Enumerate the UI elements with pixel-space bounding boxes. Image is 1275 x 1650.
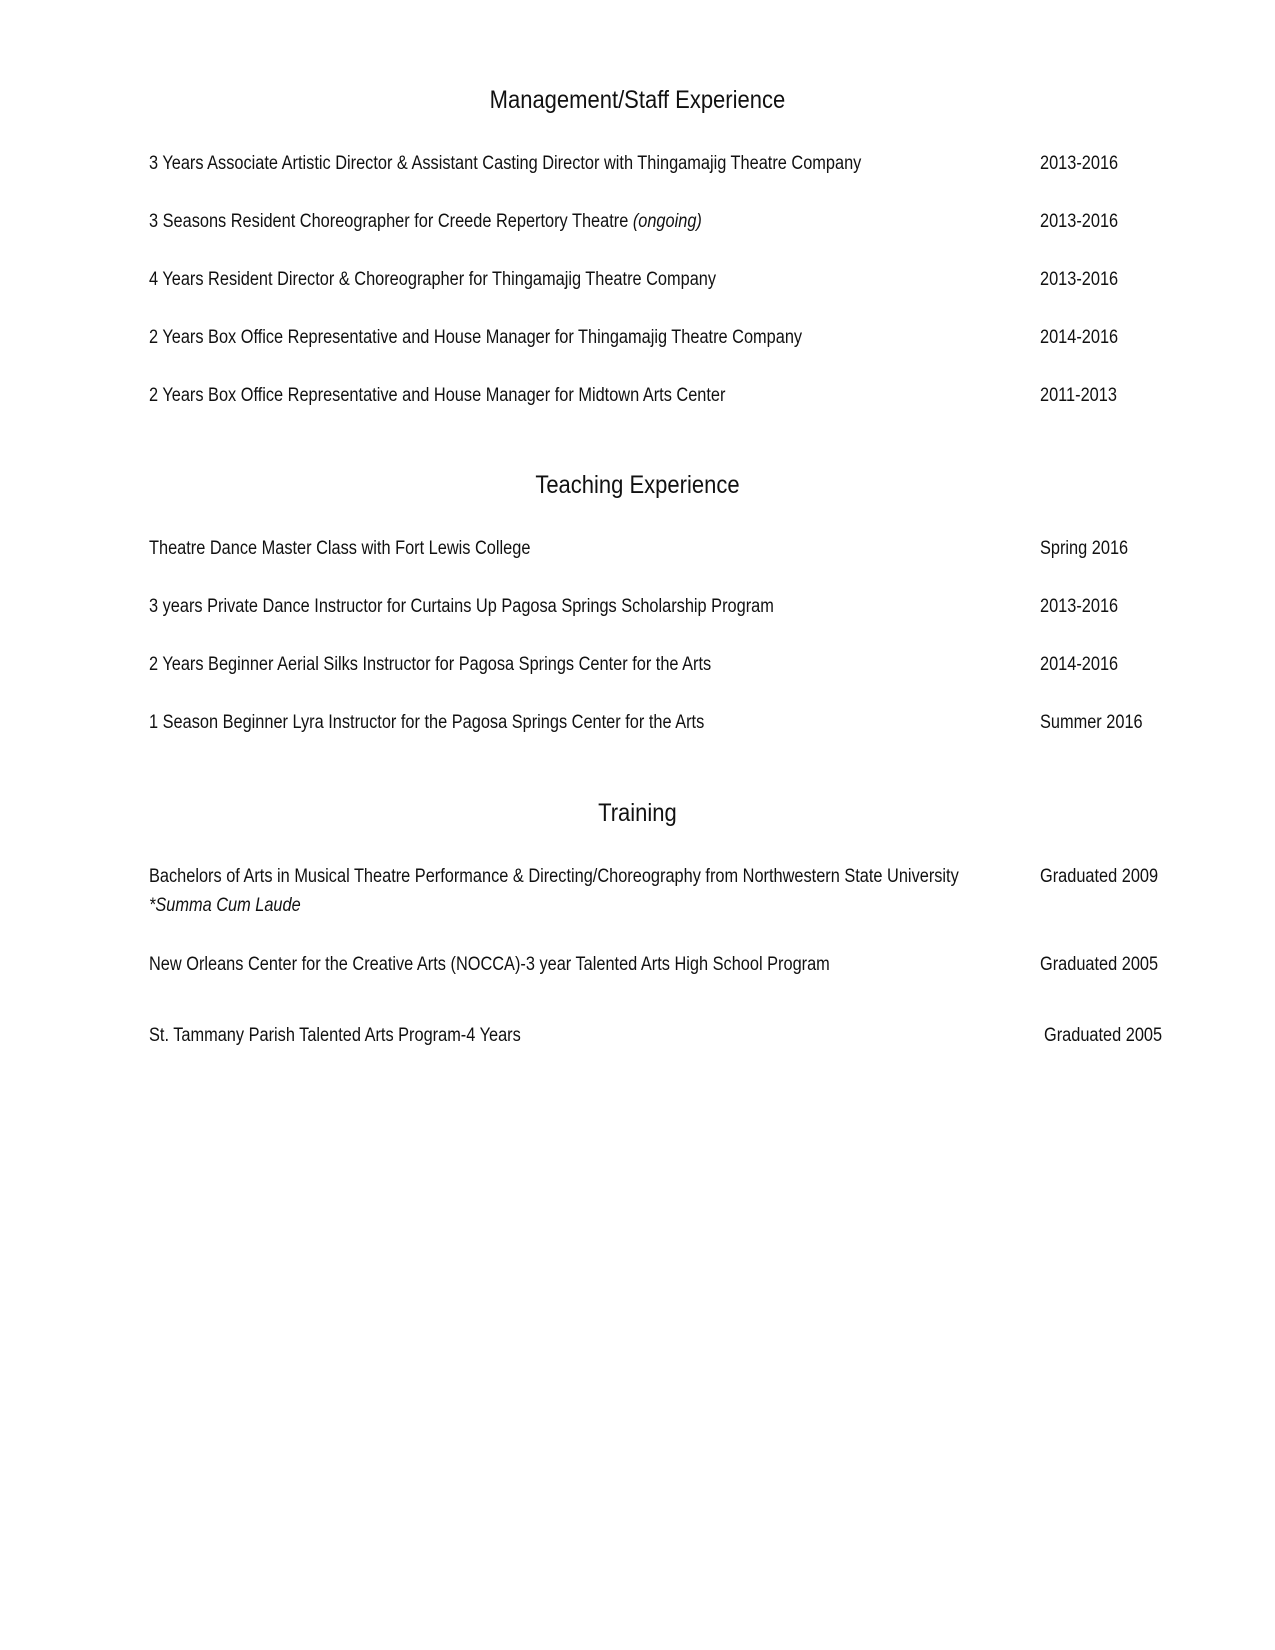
training-item-1-honors: *Summa Cum Laude [149,895,301,916]
management-item-4-date: 2014-2016 [1040,327,1119,348]
teaching-item-1-date: Spring 2016 [1040,538,1129,559]
teaching-item-2-date: 2013-2016 [1040,596,1119,617]
training-item-2-date: Graduated 2005 [1040,954,1159,975]
training-item-2: New Orleans Center for the Creative Arts (NOCCA)-3 year Talented Arts High School Program [149,954,830,975]
teaching-item-4: 1 Season Beginner Lyra Instructor for the Pagosa Springs Center for the Arts [149,712,705,733]
training-item-3: St. Tammany Parish Talented Arts Program-4 Years [149,1025,521,1046]
management-item-3-date: 2013-2016 [1040,269,1119,290]
training-item-1: Bachelors of Arts in Musical Theatre Performance & Directing/Choreography from Northwestern State University [149,866,959,887]
management-item-1-date: 2013-2016 [1040,153,1119,174]
teaching-item-1: Theatre Dance Master Class with Fort Lewis College [149,538,531,559]
training-item-3-date: Graduated 2005 [1044,1025,1163,1046]
section-heading-training: Training [598,799,677,827]
management-item-2-text: 3 Seasons Resident Choreographer for Creede Repertory Theatre [149,211,633,232]
management-item-4: 2 Years Box Office Representative and House Manager for Thingamajig Theatre Company [149,327,803,348]
training-item-1-date: Graduated 2009 [1040,866,1159,887]
management-item-5-date: 2011-2013 [1040,385,1117,406]
management-item-3: 4 Years Resident Director & Choreographer for Thingamajig Theatre Company [149,269,717,290]
management-item-1: 3 Years Associate Artistic Director & Assistant Casting Director with Thingamajig Theatre Company [149,153,862,174]
management-item-2-note: (ongoing) [632,211,702,232]
teaching-item-3-date: 2014-2016 [1040,654,1119,675]
management-item-2 [149,208,702,236]
teaching-item-4-date: Summer 2016 [1040,712,1143,733]
management-item-5: 2 Years Box Office Representative and House Manager for Midtown Arts Center [149,385,726,406]
management-item-2-date: 2013-2016 [1040,211,1119,232]
section-heading-management: Management/Staff Experience [489,86,786,114]
teaching-item-2: 3 years Private Dance Instructor for Curtains Up Pagosa Springs Scholarship Program [149,596,774,617]
section-heading-teaching: Teaching Experience [535,471,740,499]
teaching-item-3: 2 Years Beginner Aerial Silks Instructor for Pagosa Springs Center for the Arts [149,654,712,675]
